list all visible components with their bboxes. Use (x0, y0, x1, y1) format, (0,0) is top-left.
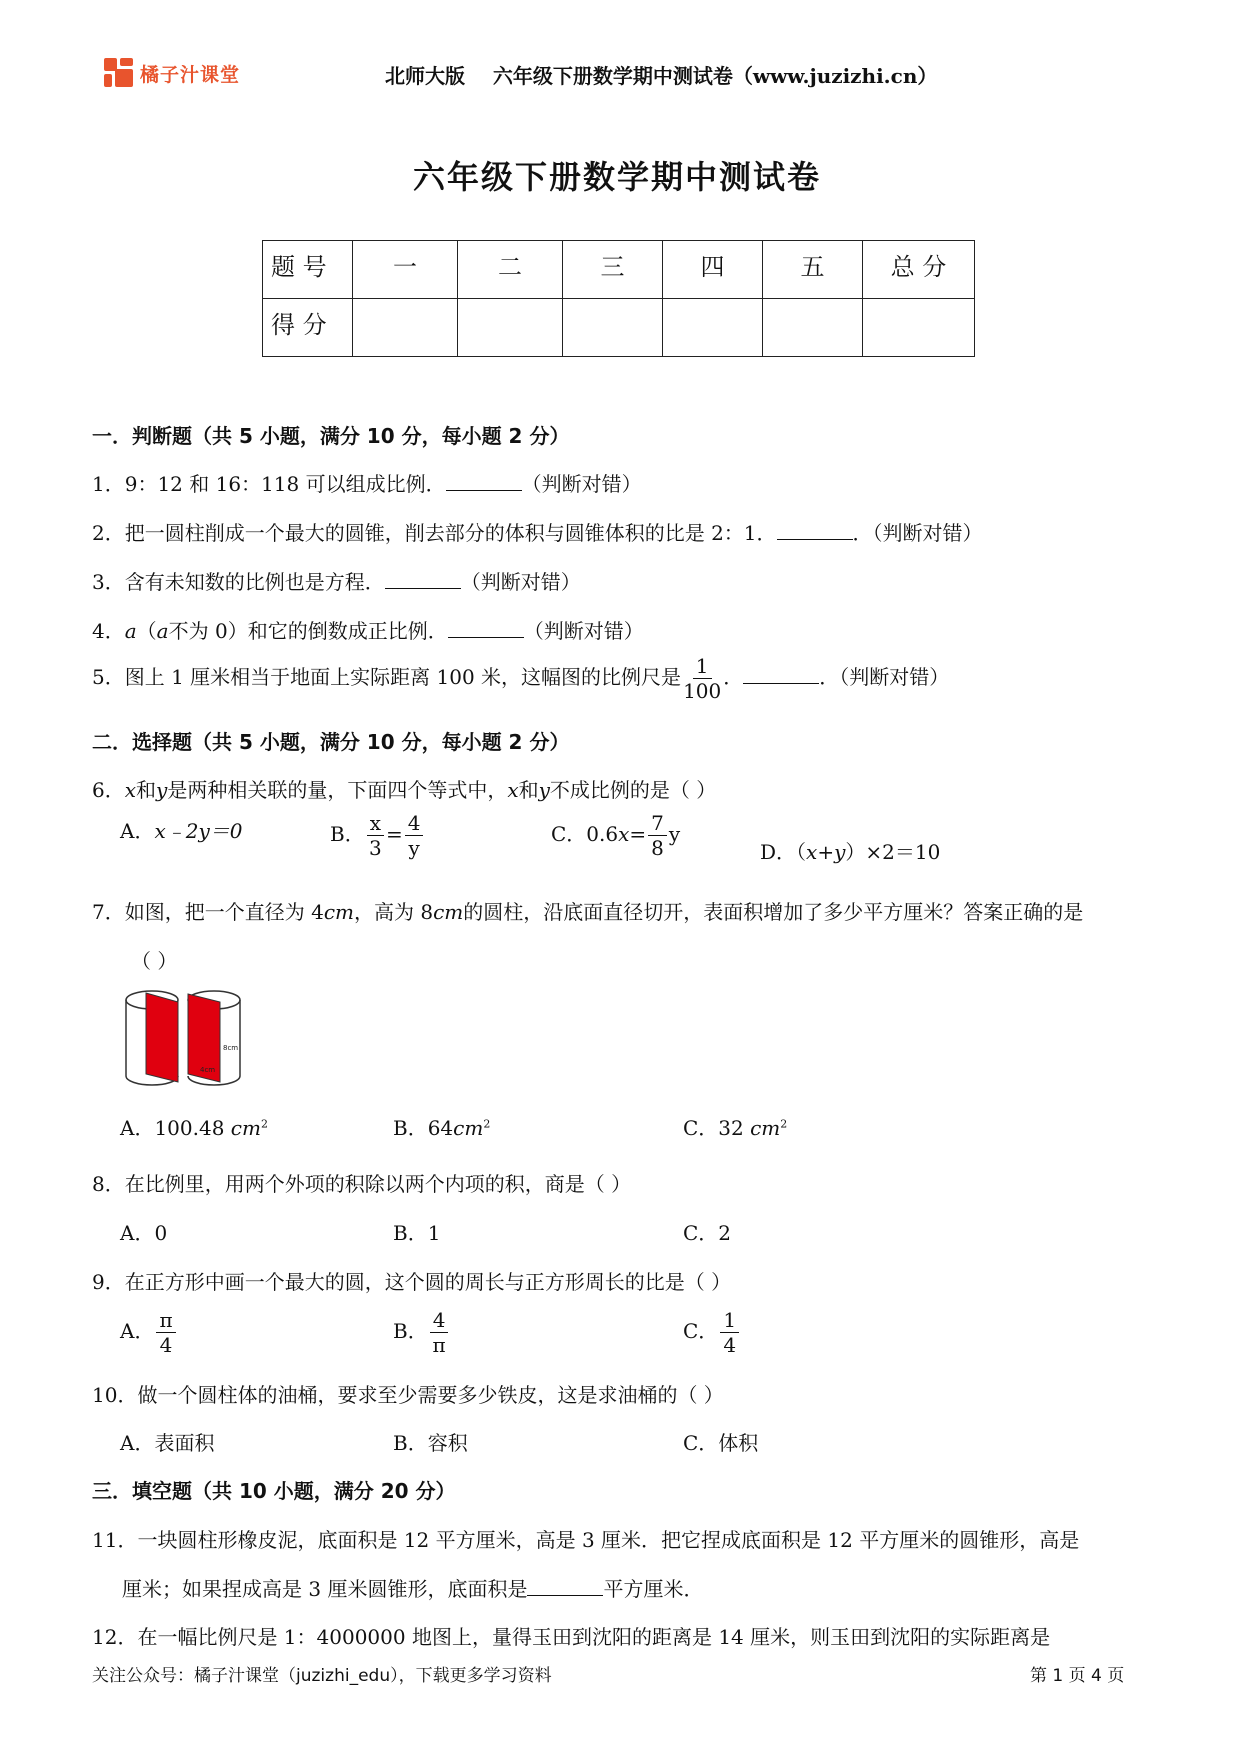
variable-a: a (124, 619, 137, 643)
question-11-line-2: 厘米；如果捏成高是 3 厘米圆锥形，底面积是 平方厘米． (122, 1577, 704, 1601)
answer-blank[interactable] (777, 522, 853, 540)
answer-blank[interactable] (527, 1578, 603, 1596)
question-4: 4．a（a不为 0）和它的倒数成正比例． （判断对错） (92, 619, 644, 643)
question-suffix: （判断对错） (523, 619, 644, 643)
question-7-paren: （ ） (131, 949, 178, 973)
question-10: 10．做一个圆柱体的油桶，要求至少需要多少铁皮，这是求油桶的（ ） (92, 1383, 724, 1407)
question-3 (92, 566, 581, 595)
question-11-line-1: 11．一块圆柱形橡皮泥，底面积是 12 平方厘米，高是 3 厘米．把它捏成底面积是 12 平方厘米的圆锥形，高是 (92, 1528, 1080, 1552)
question-5: 5．图上 1 厘米相当于地面上实际距离 100 米，这幅图的比例尺是 $\frac{1}{100}$ ． ．（判断对错） (92, 654, 950, 703)
fraction: $\frac{\pi}{4}$ (156, 1310, 175, 1355)
question-6: 6．x和y是两种相关联的量，下面四个等式中，x和y不成比例的是（ ） (92, 778, 717, 802)
option-c[interactable]: C．2 (683, 1221, 732, 1245)
table-cell: 得 分 (263, 299, 353, 357)
logo-text: 橘子汁课堂 (140, 63, 241, 86)
question-text: 2．把一圆柱削成一个最大的圆锥，削去部分的体积与圆锥体积的比是 2：1． (92, 521, 777, 545)
score-cell[interactable] (458, 299, 563, 357)
section-heading-choice: 二．选择题（共 5 小题，满分 10 分，每小题 2 分） (92, 730, 570, 754)
option-b[interactable]: B． $\frac{4}{\pi}$ (393, 1310, 450, 1355)
question-suffix: （判断对错） (521, 472, 642, 496)
score-table-header-row (263, 241, 975, 299)
section-heading-fill: 三．填空题（共 10 小题，满分 20 分） (92, 1479, 456, 1503)
question-suffix: ．（判断对错） (852, 521, 983, 545)
question-text: 5．图上 1 厘米相当于地面上实际距离 100 米，这幅图的比例尺是 (92, 665, 682, 689)
score-table-score-row (263, 299, 975, 357)
score-cell[interactable] (663, 299, 763, 357)
option-a[interactable]: A． $\frac{\pi}{4}$ (120, 1310, 178, 1355)
table-cell: 二 (458, 241, 563, 299)
option-c[interactable]: C．32 $cm^2$ (683, 1116, 788, 1140)
question-12-line-1: 12．在一幅比例尺是 1：4000000 地图上，量得玉田到沈阳的距离是 14 厘米，则玉田到沈阳的实际距离是 (92, 1625, 1051, 1649)
question-2 (92, 517, 983, 546)
question-suffix: （判断对错） (460, 570, 581, 594)
option-a[interactable]: A．表面积 (120, 1431, 215, 1455)
table-cell: 五 (763, 241, 863, 299)
option-d[interactable]: D．（x+y）×2＝10 (760, 840, 941, 864)
question-1 (92, 468, 642, 497)
cylinder-figure (122, 988, 246, 1096)
fraction: $\frac{1}{4}$ (720, 1310, 739, 1355)
option-a[interactable]: A．0 (120, 1221, 168, 1245)
option-c[interactable]: C． $\frac{1}{4}$ (683, 1310, 741, 1355)
answer-blank[interactable] (385, 571, 461, 589)
page-number: 第 1 页 4 页 (1030, 1666, 1125, 1686)
fraction: $\frac{1}{100}$ (683, 654, 722, 703)
option-b[interactable]: B．$64cm^2$ (393, 1116, 491, 1140)
table-cell: 题 号 (263, 241, 353, 299)
question-suffix: ．（判断对错） (819, 665, 950, 689)
footer-left: 关注公众号：橘子汁课堂（juzizhi_edu），下载更多学习资料 (92, 1666, 552, 1686)
diameter-label: 4cm (200, 1066, 216, 1074)
fraction: $\frac{7}{8}$ (648, 813, 667, 858)
height-label: 8cm (223, 1044, 239, 1052)
header-title: 北师大版 六年级下册数学期中测试卷（www.juzizhi.cn） (385, 64, 938, 88)
table-cell: 总 分 (863, 241, 975, 299)
table-cell: 三 (563, 241, 663, 299)
option-b[interactable]: B．1 (393, 1221, 441, 1245)
score-cell[interactable] (353, 299, 458, 357)
fraction: $\frac{4}{y}$ (405, 813, 424, 858)
page-title: 六年级下册数学期中测试卷 (412, 158, 821, 196)
answer-blank[interactable] (446, 473, 522, 491)
option-c[interactable]: C．0.6x= $\frac{7}{8}$ y (551, 811, 681, 860)
question-7: 7．如图，把一个直径为 4cm，高为 8cm的圆柱，沿底面直径切开，表面积增加了多少平方厘米？答案正确的是 (92, 900, 1084, 924)
question-9: 9．在正方形中画一个最大的圆，这个圆的周长与正方形周长的比是（ ） (92, 1270, 732, 1294)
option-c[interactable]: C．体积 (683, 1431, 759, 1455)
answer-blank[interactable] (743, 666, 819, 684)
logo (104, 58, 240, 88)
logo-mark-icon (104, 58, 134, 88)
question-text: 1．9：12 和 16：118 可以组成比例． (92, 472, 446, 496)
option-a[interactable]: A．100.48 $cm^2$ (120, 1116, 268, 1140)
variable-a: a (156, 619, 169, 643)
fraction: $\frac{4}{\pi}$ (430, 1310, 449, 1355)
table-cell: 一 (353, 241, 458, 299)
score-cell[interactable] (763, 299, 863, 357)
question-text: 3．含有未知数的比例也是方程． (92, 570, 385, 594)
question-8: 8．在比例里，用两个外项的积除以两个内项的积，商是（ ） (92, 1172, 632, 1196)
option-b[interactable]: B．容积 (393, 1431, 468, 1455)
score-cell[interactable] (563, 299, 663, 357)
fraction: $\frac{x}{3}$ (367, 813, 384, 858)
option-a[interactable]: A．x﹣2y＝0 (120, 819, 243, 843)
score-table (262, 240, 975, 357)
score-cell[interactable] (863, 299, 975, 357)
answer-blank[interactable] (448, 620, 524, 638)
option-b[interactable]: B． $\frac{x}{3}$ = $\frac{4}{y}$ (330, 813, 425, 858)
cut-cylinder-diagram (122, 988, 246, 1092)
section-heading-judgement: 一．判断题（共 5 小题，满分 10 分，每小题 2 分） (92, 424, 570, 448)
table-cell: 四 (663, 241, 763, 299)
